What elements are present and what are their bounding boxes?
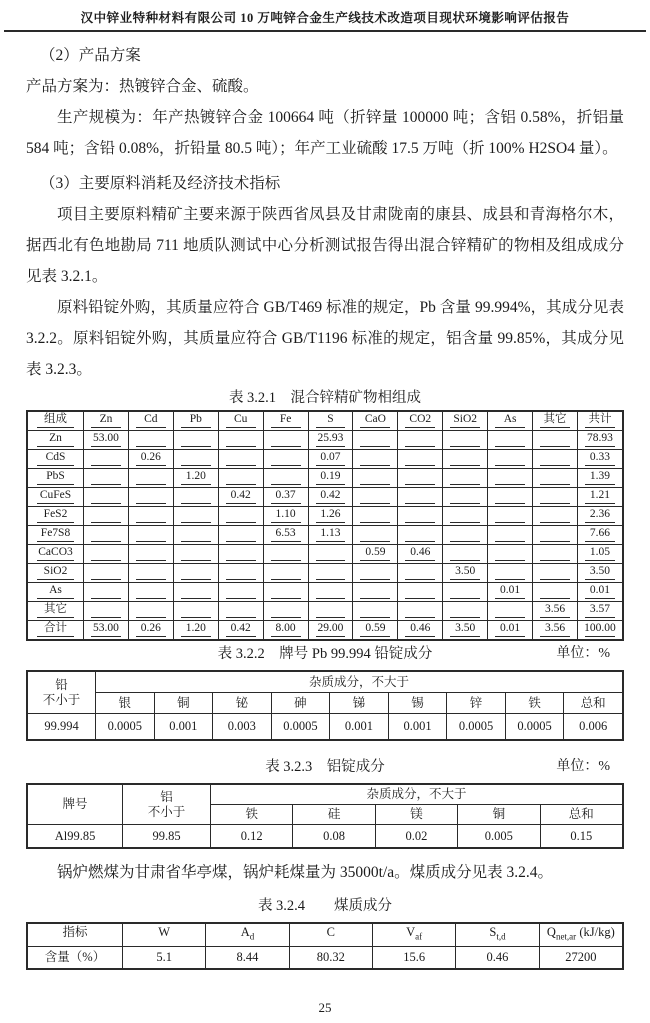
aluminum-table-caption-row <box>26 757 624 777</box>
zinc-cell <box>398 602 443 621</box>
aluminum-subheader: 铜 <box>458 805 540 825</box>
zinc-header-cell: Pb <box>173 412 218 431</box>
zinc-cell <box>84 450 129 469</box>
zinc-cell <box>353 564 398 583</box>
zinc-cell <box>533 526 578 545</box>
zinc-cell <box>84 602 129 621</box>
zinc-cell <box>84 507 129 526</box>
zinc-cell: 0.37 <box>263 488 308 507</box>
zinc-cell: 1.20 <box>173 469 218 488</box>
coal-header: $S_{t,d}$ <box>456 924 539 947</box>
zinc-cell <box>128 602 173 621</box>
zinc-cell: 3.50 <box>577 564 622 583</box>
coal-header: $Q_{net,ar}$ (kJ/kg) <box>539 924 622 947</box>
zinc-cell <box>398 507 443 526</box>
zinc-cell: 0.01 <box>577 583 622 602</box>
lead-value-row <box>28 714 623 740</box>
zinc-cell <box>84 583 129 602</box>
zinc-data-row <box>28 450 623 469</box>
paragraph-production-scale: 生产规模为：年产热镀锌合金 100664 吨（折锌量 100000 吨；含铝 0.58%，折铝量 584 吨；含铅 0.08%，折铅量 80.5 吨）；年产工业硫酸 17.5 万吨（折 100% H2SO4 量）。 <box>26 109 624 157</box>
coal-value: 8.44 <box>206 946 289 968</box>
aluminum-col2-line1: 铝 <box>160 789 173 804</box>
zinc-header-cell: SiO2 <box>443 412 488 431</box>
lead-subheader: 铋 <box>213 693 272 714</box>
page-header: 汉中锌业特种材料有限公司 10 万吨锌合金生产线技术改造项目现状环境影响评估报告 <box>4 0 646 32</box>
coal-header: W <box>123 924 206 947</box>
zinc-cell <box>84 545 129 564</box>
zinc-cell <box>533 564 578 583</box>
zinc-cell <box>443 507 488 526</box>
zinc-cell <box>263 545 308 564</box>
zinc-cell: CuFeS <box>28 488 84 507</box>
zinc-data-row <box>28 621 623 640</box>
lead-value: 0.001 <box>330 714 389 740</box>
zinc-cell <box>353 431 398 450</box>
aluminum-subheader: 硅 <box>293 805 375 825</box>
aluminum-value: 0.12 <box>211 825 293 848</box>
page-content <box>0 32 650 1016</box>
aluminum-ingot-table <box>27 784 623 848</box>
lead-ingot-table-wrap <box>26 670 624 741</box>
zinc-cell <box>443 488 488 507</box>
zinc-cell <box>398 564 443 583</box>
zinc-cell <box>128 545 173 564</box>
section-2-heading: （2）产品方案 <box>40 47 141 64</box>
zinc-cell <box>218 545 263 564</box>
zinc-cell <box>308 602 353 621</box>
zinc-cell <box>263 583 308 602</box>
coal-quality-table <box>27 923 623 969</box>
zinc-cell: 3.56 <box>533 602 578 621</box>
zinc-cell <box>173 450 218 469</box>
lead-subheader: 银 <box>96 693 155 714</box>
zinc-data-row <box>28 469 623 488</box>
zinc-cell <box>398 431 443 450</box>
aluminum-value-row <box>28 825 623 848</box>
zinc-header-cell: CaO <box>353 412 398 431</box>
zinc-cell <box>443 583 488 602</box>
lead-ingot-table <box>27 671 623 740</box>
lead-header-row-2 <box>28 693 623 714</box>
zinc-cell: 29.00 <box>308 621 353 640</box>
zinc-cell: 0.01 <box>488 583 533 602</box>
zinc-header-cell: Cu <box>218 412 263 431</box>
coal-header-row <box>28 924 623 947</box>
zinc-cell <box>488 526 533 545</box>
zinc-cell <box>398 526 443 545</box>
zinc-cell <box>353 450 398 469</box>
zinc-cell <box>533 545 578 564</box>
lead-value: 0.001 <box>388 714 447 740</box>
zinc-cell: 8.00 <box>263 621 308 640</box>
lead-value: 0.0005 <box>96 714 155 740</box>
lead-value: 0.006 <box>564 714 623 740</box>
lead-table-unit: 单位：% <box>556 646 610 661</box>
coal-value: 15.6 <box>372 946 455 968</box>
zinc-data-row <box>28 602 623 621</box>
zinc-header-cell: 共计 <box>577 412 622 431</box>
zinc-header-cell: 其它 <box>533 412 578 431</box>
zinc-cell <box>488 488 533 507</box>
zinc-header-cell: Fe <box>263 412 308 431</box>
zinc-cell: 1.10 <box>263 507 308 526</box>
zinc-phase-table-wrap <box>26 410 624 641</box>
zinc-cell <box>398 488 443 507</box>
zinc-cell: 25.93 <box>308 431 353 450</box>
zinc-cell: 6.53 <box>263 526 308 545</box>
lead-subheader: 砷 <box>271 693 330 714</box>
zinc-cell <box>488 469 533 488</box>
zinc-cell <box>263 564 308 583</box>
zinc-cell: 0.59 <box>353 621 398 640</box>
zinc-cell: 3.56 <box>533 621 578 640</box>
zinc-cell <box>218 507 263 526</box>
zinc-cell <box>218 602 263 621</box>
zinc-cell <box>353 469 398 488</box>
zinc-cell <box>84 526 129 545</box>
zinc-cell: 0.26 <box>128 450 173 469</box>
zinc-cell <box>263 469 308 488</box>
zinc-cell <box>128 526 173 545</box>
page-number: 25 <box>318 999 332 1015</box>
zinc-cell <box>443 431 488 450</box>
lead-subheader: 铜 <box>154 693 213 714</box>
aluminum-value: 0.15 <box>540 825 622 848</box>
zinc-cell <box>353 583 398 602</box>
zinc-data-row <box>28 583 623 602</box>
zinc-cell <box>353 602 398 621</box>
zinc-cell: PbS <box>28 469 84 488</box>
zinc-data-row <box>28 526 623 545</box>
zinc-cell <box>218 526 263 545</box>
zinc-cell <box>128 507 173 526</box>
lead-subheader: 锡 <box>388 693 447 714</box>
zinc-cell: 0.19 <box>308 469 353 488</box>
zinc-cell <box>84 469 129 488</box>
zinc-cell: 0.42 <box>218 621 263 640</box>
zinc-cell <box>488 564 533 583</box>
zinc-cell: 0.07 <box>308 450 353 469</box>
coal-table-caption: 表 3.2.4 煤质成分 <box>257 898 393 914</box>
zinc-cell: 1.05 <box>577 545 622 564</box>
lead-subheader: 铁 <box>505 693 564 714</box>
zinc-cell <box>533 450 578 469</box>
zinc-cell: 0.33 <box>577 450 622 469</box>
zinc-cell <box>128 488 173 507</box>
zinc-cell: 3.50 <box>443 564 488 583</box>
zinc-cell: CaCO3 <box>28 545 84 564</box>
zinc-cell <box>533 488 578 507</box>
lead-impurity-group-header: 杂质成分，不大于 <box>96 672 623 693</box>
zinc-cell <box>173 545 218 564</box>
zinc-cell: CdS <box>28 450 84 469</box>
zinc-data-row <box>28 488 623 507</box>
zinc-cell <box>398 583 443 602</box>
lead-table-caption-row <box>26 644 624 664</box>
zinc-cell <box>533 507 578 526</box>
zinc-cell: 53.00 <box>84 621 129 640</box>
zinc-cell <box>353 488 398 507</box>
section-3-heading: （3）主要原料消耗及经济技术指标 <box>40 175 281 192</box>
zinc-cell <box>353 526 398 545</box>
zinc-header-cell: Cd <box>128 412 173 431</box>
aluminum-value: 0.08 <box>293 825 375 848</box>
zinc-header-cell: Zn <box>84 412 129 431</box>
zinc-cell <box>308 564 353 583</box>
zinc-cell <box>263 450 308 469</box>
zinc-header-row <box>28 412 623 431</box>
zinc-cell: 2.36 <box>577 507 622 526</box>
aluminum-table-unit: 单位：% <box>556 759 610 774</box>
aluminum-brand-header: 牌号 <box>28 785 123 825</box>
lead-col1-line2: 不小于 <box>42 692 81 707</box>
aluminum-ingot-table-wrap <box>26 783 624 849</box>
lead-header-row-1 <box>28 672 623 693</box>
lead-value: 0.001 <box>154 714 213 740</box>
zinc-cell <box>488 450 533 469</box>
zinc-cell: Fe7S8 <box>28 526 84 545</box>
zinc-cell: 0.42 <box>218 488 263 507</box>
aluminum-header-row-1 <box>28 785 623 805</box>
zinc-cell: 0.46 <box>398 621 443 640</box>
coal-value: 含量（%） <box>28 946 123 968</box>
zinc-cell <box>218 469 263 488</box>
zinc-data-row <box>28 507 623 526</box>
lead-value: 0.0005 <box>271 714 330 740</box>
coal-header: C <box>289 924 372 947</box>
zinc-cell <box>173 507 218 526</box>
zinc-cell <box>263 431 308 450</box>
zinc-cell <box>443 602 488 621</box>
zinc-cell: 100.00 <box>577 621 622 640</box>
coal-value: 80.32 <box>289 946 372 968</box>
zinc-cell: 1.13 <box>308 526 353 545</box>
zinc-cell <box>173 526 218 545</box>
zinc-cell <box>533 431 578 450</box>
aluminum-value: Al99.85 <box>28 825 123 848</box>
coal-value-row <box>28 946 623 968</box>
zinc-cell <box>308 545 353 564</box>
zinc-cell <box>443 545 488 564</box>
lead-value: 0.003 <box>213 714 272 740</box>
zinc-cell: FeS2 <box>28 507 84 526</box>
zinc-table-caption: 表 3.2.1 混合锌精矿物相组成 <box>228 390 422 406</box>
zinc-cell: As <box>28 583 84 602</box>
zinc-cell: 3.50 <box>443 621 488 640</box>
zinc-cell <box>263 602 308 621</box>
zinc-cell: 1.20 <box>173 621 218 640</box>
lead-subheader: 锑 <box>330 693 389 714</box>
zinc-cell <box>533 583 578 602</box>
zinc-header-cell: CO2 <box>398 412 443 431</box>
zinc-cell <box>173 564 218 583</box>
zinc-cell: 0.26 <box>128 621 173 640</box>
zinc-cell <box>488 431 533 450</box>
aluminum-subheader: 铁 <box>211 805 293 825</box>
lead-subheader: 总和 <box>564 693 623 714</box>
aluminum-value: 0.02 <box>375 825 457 848</box>
paragraph-ore-source: 项目主要原料精矿主要来源于陕西省凤县及甘肃陇南的康县、成县和青海格尔木，据西北有色地勘局 711 地质队测试中心分析测试报告得出混合锌精矿的物相及组成成分见表 3.2.1。 <box>26 206 624 285</box>
aluminum-table-caption: 表 3.2.3 铝锭成分 <box>265 759 385 775</box>
zinc-cell: Zn <box>28 431 84 450</box>
coal-value: 5.1 <box>123 946 206 968</box>
zinc-cell: 1.26 <box>308 507 353 526</box>
coal-header: $A_d$ <box>206 924 289 947</box>
zinc-cell: 合计 <box>28 621 84 640</box>
zinc-cell <box>173 602 218 621</box>
lead-table-caption: 表 3.2.2 牌号 Pb 99.994 铅锭成分 <box>217 646 433 662</box>
zinc-cell <box>173 431 218 450</box>
aluminum-col2-line2: 不小于 <box>147 804 186 819</box>
coal-value: 27200 <box>539 946 622 968</box>
aluminum-value: 99.85 <box>123 825 211 848</box>
lead-subheader: 锌 <box>447 693 506 714</box>
zinc-cell: 78.93 <box>577 431 622 450</box>
lead-value: 99.994 <box>28 714 96 740</box>
zinc-cell: SiO2 <box>28 564 84 583</box>
zinc-phase-table <box>27 411 623 640</box>
zinc-cell <box>443 450 488 469</box>
zinc-cell <box>443 526 488 545</box>
zinc-header-cell: 组成 <box>28 412 84 431</box>
zinc-cell <box>218 431 263 450</box>
lead-value: 0.0005 <box>505 714 564 740</box>
zinc-cell <box>488 507 533 526</box>
zinc-cell <box>128 583 173 602</box>
aluminum-subheader: 镁 <box>375 805 457 825</box>
coal-header: 指标 <box>28 924 123 947</box>
aluminum-subheader: 总和 <box>540 805 622 825</box>
coal-header: $V_{af}$ <box>372 924 455 947</box>
paragraph-boiler-coal: 锅炉燃煤为甘肃省华亭煤，锅炉耗煤量为 35000t/a。煤质成分见表 3.2.4。 <box>57 864 553 881</box>
zinc-data-row <box>28 564 623 583</box>
zinc-cell: 0.59 <box>353 545 398 564</box>
zinc-cell <box>128 469 173 488</box>
zinc-cell <box>128 431 173 450</box>
aluminum-col2-header <box>123 785 211 825</box>
zinc-cell <box>218 583 263 602</box>
zinc-cell: 0.01 <box>488 621 533 640</box>
zinc-cell: 0.42 <box>308 488 353 507</box>
zinc-cell <box>173 488 218 507</box>
zinc-cell: 0.46 <box>398 545 443 564</box>
paragraph-lead-aluminum-ingot: 原料铅锭外购，其质量应符合 GB/T469 标准的规定，Pb 含量 99.994%，其成分见表 3.2.2。原料铝锭外购，其质量应符合 GB/T1196 标准的规定，铝含量 99.85%，其成分见表 3.2.3。 <box>26 299 624 378</box>
zinc-cell <box>128 564 173 583</box>
zinc-cell <box>443 469 488 488</box>
zinc-cell <box>84 488 129 507</box>
zinc-cell: 1.21 <box>577 488 622 507</box>
zinc-cell <box>533 469 578 488</box>
paragraph-product-plan: 产品方案为：热镀锌合金、硫酸。 <box>26 78 259 95</box>
zinc-cell <box>84 564 129 583</box>
zinc-cell: 1.39 <box>577 469 622 488</box>
zinc-cell: 3.57 <box>577 602 622 621</box>
zinc-cell <box>353 507 398 526</box>
zinc-cell <box>173 583 218 602</box>
lead-col1-line1: 铅 <box>55 677 68 692</box>
zinc-cell <box>218 450 263 469</box>
zinc-cell: 7.66 <box>577 526 622 545</box>
zinc-cell <box>488 602 533 621</box>
zinc-cell: 其它 <box>28 602 84 621</box>
zinc-header-cell: As <box>488 412 533 431</box>
zinc-data-row <box>28 545 623 564</box>
zinc-cell <box>398 450 443 469</box>
zinc-header-cell: S <box>308 412 353 431</box>
aluminum-value: 0.005 <box>458 825 540 848</box>
zinc-cell <box>488 545 533 564</box>
zinc-cell <box>398 469 443 488</box>
zinc-table-caption-row <box>26 388 624 408</box>
lead-value: 0.0005 <box>447 714 506 740</box>
coal-value: 0.46 <box>456 946 539 968</box>
zinc-cell <box>218 564 263 583</box>
zinc-cell <box>308 583 353 602</box>
lead-col1-header <box>28 672 96 714</box>
zinc-data-row <box>28 431 623 450</box>
zinc-cell: 53.00 <box>84 431 129 450</box>
coal-quality-table-wrap <box>26 922 624 970</box>
aluminum-impurity-group-header: 杂质成分，不大于 <box>211 785 623 805</box>
